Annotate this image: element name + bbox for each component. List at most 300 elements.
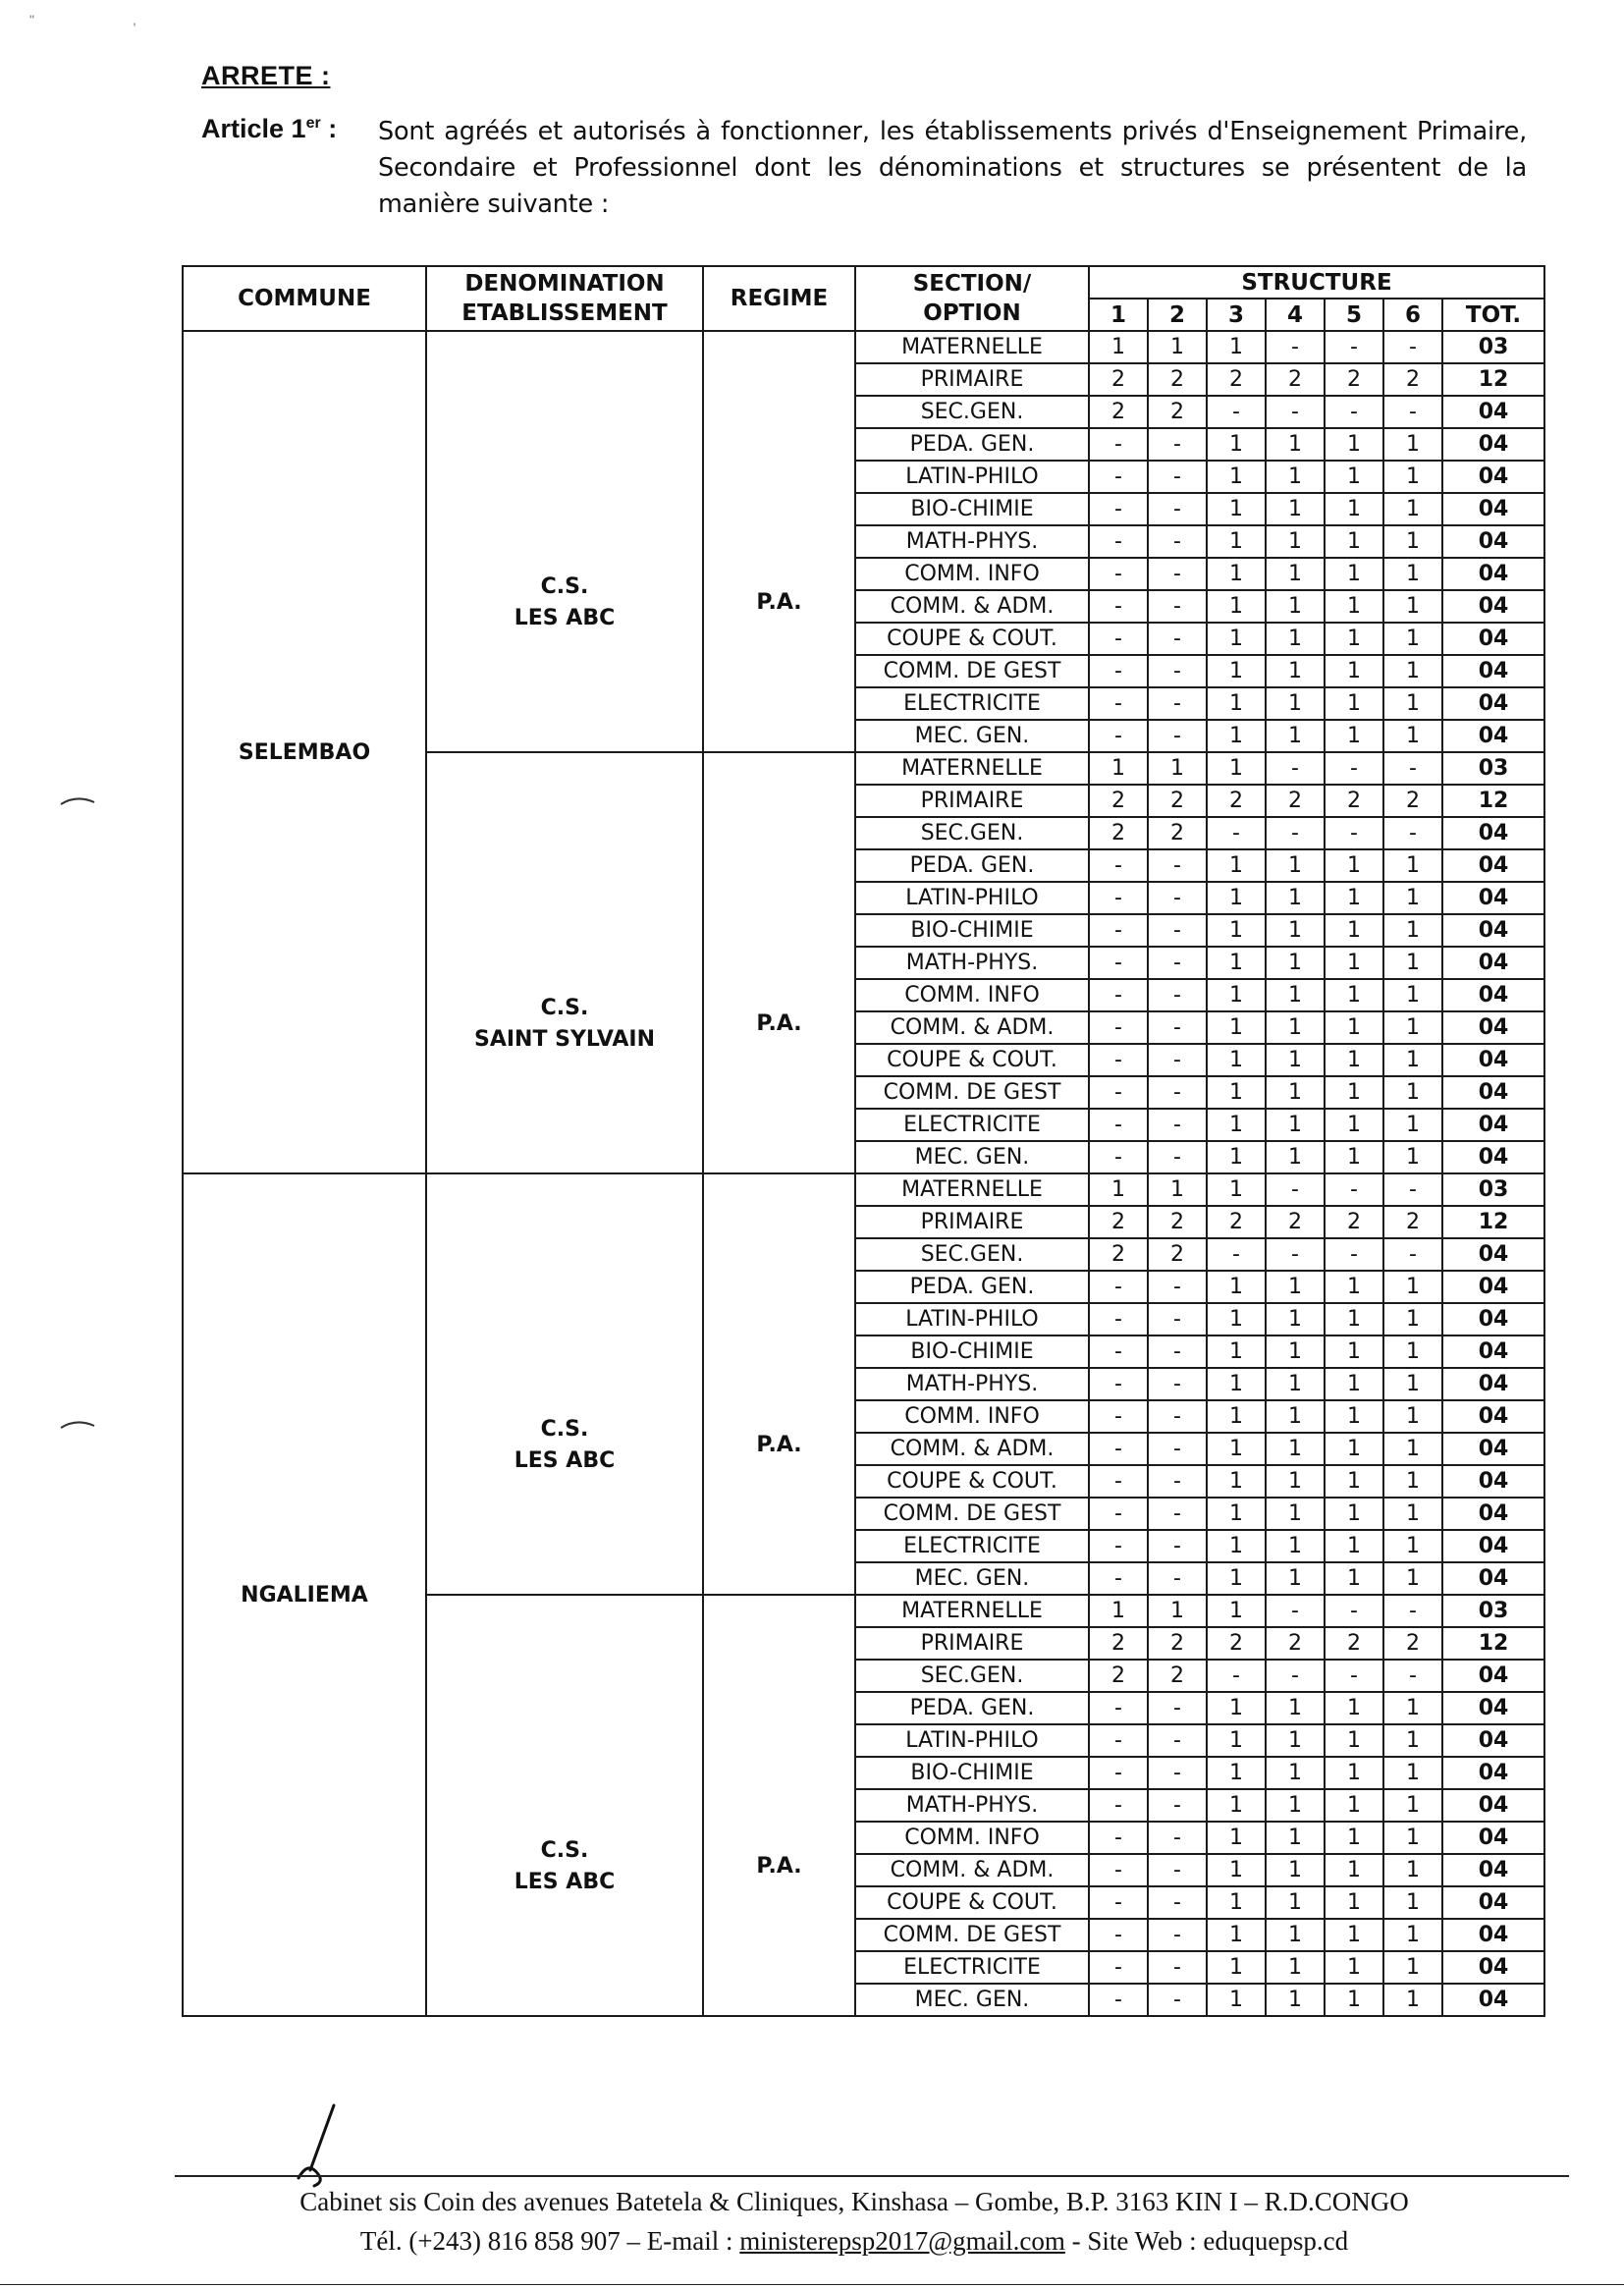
year-3-cell: 1 bbox=[1207, 655, 1266, 687]
section-cell: COMM. INFO bbox=[855, 558, 1089, 590]
header-section: SECTION/ OPTION bbox=[855, 266, 1089, 331]
year-1-cell: - bbox=[1089, 914, 1148, 947]
year-4-cell: 1 bbox=[1266, 1854, 1325, 1886]
year-6-cell: 1 bbox=[1383, 1335, 1442, 1368]
year-3-cell: 1 bbox=[1207, 1886, 1266, 1919]
total-cell: 12 bbox=[1442, 1206, 1544, 1238]
year-5-cell: 2 bbox=[1325, 1206, 1383, 1238]
year-3-cell: 1 bbox=[1207, 1173, 1266, 1206]
total-cell: 04 bbox=[1442, 1919, 1544, 1951]
year-3-cell: 1 bbox=[1207, 687, 1266, 720]
total-cell: 12 bbox=[1442, 363, 1544, 396]
year-4-cell: 1 bbox=[1266, 1271, 1325, 1303]
establishment-cell: C.S. LES ABC bbox=[426, 331, 703, 752]
year-4-cell: 2 bbox=[1266, 363, 1325, 396]
section-cell: PEDA. GEN. bbox=[855, 849, 1089, 882]
year-3-cell: 1 bbox=[1207, 1368, 1266, 1400]
year-6-cell: 1 bbox=[1383, 1822, 1442, 1854]
year-3-cell: 2 bbox=[1207, 363, 1266, 396]
section-cell: COMM. INFO bbox=[855, 979, 1089, 1011]
year-4-cell: 1 bbox=[1266, 1757, 1325, 1789]
total-cell: 04 bbox=[1442, 1011, 1544, 1044]
year-2-cell: - bbox=[1148, 1433, 1207, 1465]
scan-artifacts: " , bbox=[29, 12, 136, 27]
year-3-cell: 1 bbox=[1207, 979, 1266, 1011]
year-5-cell: 1 bbox=[1325, 1141, 1383, 1173]
year-3-cell: 1 bbox=[1207, 428, 1266, 461]
year-4-cell: 2 bbox=[1266, 1627, 1325, 1660]
year-4-cell: 1 bbox=[1266, 1562, 1325, 1595]
year-4-cell: - bbox=[1266, 1660, 1325, 1692]
year-4-cell: 1 bbox=[1266, 428, 1325, 461]
section-cell: COMM. DE GEST bbox=[855, 1919, 1089, 1951]
year-5-cell: 1 bbox=[1325, 979, 1383, 1011]
year-3-cell: 1 bbox=[1207, 1109, 1266, 1141]
year-5-cell: 1 bbox=[1325, 655, 1383, 687]
year-4-cell: - bbox=[1266, 817, 1325, 849]
year-4-cell: 1 bbox=[1266, 1465, 1325, 1498]
year-5-cell: - bbox=[1325, 752, 1383, 785]
year-1-cell: 2 bbox=[1089, 396, 1148, 428]
year-1-cell: 1 bbox=[1089, 752, 1148, 785]
year-4-cell: - bbox=[1266, 396, 1325, 428]
footer-address: Cabinet sis Coin des avenues Batetela & Cliniques, Kinshasa – Gombe, B.P. 3163 KIN I – R.D.CONGO bbox=[299, 2187, 1409, 2216]
section-cell: ELECTRICITE bbox=[855, 1109, 1089, 1141]
year-2-cell: - bbox=[1148, 1562, 1207, 1595]
section-cell: BIO-CHIMIE bbox=[855, 914, 1089, 947]
year-1-cell: - bbox=[1089, 1044, 1148, 1076]
year-6-cell: 1 bbox=[1383, 1789, 1442, 1822]
year-6-cell: 1 bbox=[1383, 1368, 1442, 1400]
year-5-cell: 1 bbox=[1325, 849, 1383, 882]
year-4-cell: 1 bbox=[1266, 493, 1325, 525]
section-cell: MEC. GEN. bbox=[855, 1984, 1089, 2016]
section-cell: COMM. & ADM. bbox=[855, 590, 1089, 623]
year-3-cell: 1 bbox=[1207, 1984, 1266, 2016]
year-1-cell: - bbox=[1089, 1335, 1148, 1368]
year-6-cell: 1 bbox=[1383, 1562, 1442, 1595]
year-6-cell: 1 bbox=[1383, 1498, 1442, 1530]
table-row bbox=[183, 331, 1544, 363]
year-6-cell: 1 bbox=[1383, 1400, 1442, 1433]
year-2-cell: - bbox=[1148, 1465, 1207, 1498]
total-cell: 04 bbox=[1442, 1854, 1544, 1886]
total-cell: 03 bbox=[1442, 1173, 1544, 1206]
structure-table bbox=[182, 265, 1545, 2017]
year-6-cell: 1 bbox=[1383, 849, 1442, 882]
year-5-cell: 1 bbox=[1325, 590, 1383, 623]
year-4-cell: 1 bbox=[1266, 623, 1325, 655]
year-6-cell: 1 bbox=[1383, 1011, 1442, 1044]
year-4-cell: 1 bbox=[1266, 558, 1325, 590]
year-1-cell: - bbox=[1089, 1724, 1148, 1757]
year-3-cell: 1 bbox=[1207, 947, 1266, 979]
year-4-cell: 1 bbox=[1266, 1692, 1325, 1724]
year-4-cell: - bbox=[1266, 1595, 1325, 1627]
year-2-cell: - bbox=[1148, 1011, 1207, 1044]
total-cell: 04 bbox=[1442, 623, 1544, 655]
total-cell: 04 bbox=[1442, 1433, 1544, 1465]
year-5-cell: - bbox=[1325, 396, 1383, 428]
year-1-cell: - bbox=[1089, 1886, 1148, 1919]
total-cell: 04 bbox=[1442, 1757, 1544, 1789]
total-cell: 04 bbox=[1442, 493, 1544, 525]
year-2-cell: 1 bbox=[1148, 331, 1207, 363]
year-3-cell: - bbox=[1207, 1660, 1266, 1692]
year-5-cell: 1 bbox=[1325, 1692, 1383, 1724]
section-cell: PEDA. GEN. bbox=[855, 1271, 1089, 1303]
year-6-cell: 2 bbox=[1383, 1627, 1442, 1660]
year-3-cell: 1 bbox=[1207, 1692, 1266, 1724]
year-2-cell: - bbox=[1148, 428, 1207, 461]
year-4-cell: 1 bbox=[1266, 882, 1325, 914]
year-6-cell: 1 bbox=[1383, 558, 1442, 590]
total-cell: 04 bbox=[1442, 1660, 1544, 1692]
total-cell: 04 bbox=[1442, 525, 1544, 558]
section-cell: MATERNELLE bbox=[855, 1595, 1089, 1627]
year-3-cell: 1 bbox=[1207, 1433, 1266, 1465]
year-3-cell: 1 bbox=[1207, 1400, 1266, 1433]
year-5-cell: 1 bbox=[1325, 1854, 1383, 1886]
section-cell: COMM. DE GEST bbox=[855, 1498, 1089, 1530]
section-cell: COUPE & COUT. bbox=[855, 1044, 1089, 1076]
year-5-cell: 1 bbox=[1325, 1886, 1383, 1919]
year-3-cell: 1 bbox=[1207, 623, 1266, 655]
year-6-cell: 1 bbox=[1383, 461, 1442, 493]
year-3-cell: 1 bbox=[1207, 849, 1266, 882]
year-2-cell: - bbox=[1148, 1984, 1207, 2016]
section-cell: ELECTRICITE bbox=[855, 687, 1089, 720]
year-6-cell: - bbox=[1383, 817, 1442, 849]
regime-cell: P.A. bbox=[703, 1173, 855, 1595]
header-year-3: 3 bbox=[1207, 299, 1266, 331]
year-4-cell: 1 bbox=[1266, 1141, 1325, 1173]
total-cell: 04 bbox=[1442, 1109, 1544, 1141]
total-cell: 04 bbox=[1442, 1951, 1544, 1984]
year-2-cell: - bbox=[1148, 558, 1207, 590]
section-cell: MATH-PHYS. bbox=[855, 947, 1089, 979]
year-3-cell: 1 bbox=[1207, 882, 1266, 914]
year-2-cell: - bbox=[1148, 493, 1207, 525]
year-3-cell: 1 bbox=[1207, 1854, 1266, 1886]
section-cell: COMM. DE GEST bbox=[855, 1076, 1089, 1109]
year-1-cell: - bbox=[1089, 558, 1148, 590]
header-year-5: 5 bbox=[1325, 299, 1383, 331]
total-cell: 04 bbox=[1442, 1465, 1544, 1498]
year-2-cell: - bbox=[1148, 882, 1207, 914]
year-5-cell: 1 bbox=[1325, 720, 1383, 752]
page-bottom-rule bbox=[0, 2284, 1624, 2285]
year-5-cell: 1 bbox=[1325, 558, 1383, 590]
year-1-cell: - bbox=[1089, 1141, 1148, 1173]
year-5-cell: 1 bbox=[1325, 882, 1383, 914]
year-4-cell: 1 bbox=[1266, 1530, 1325, 1562]
total-cell: 04 bbox=[1442, 655, 1544, 687]
year-3-cell: 1 bbox=[1207, 752, 1266, 785]
year-2-cell: - bbox=[1148, 1789, 1207, 1822]
year-1-cell: - bbox=[1089, 882, 1148, 914]
year-6-cell: 1 bbox=[1383, 1303, 1442, 1335]
year-4-cell: - bbox=[1266, 752, 1325, 785]
total-cell: 04 bbox=[1442, 1076, 1544, 1109]
year-4-cell: 1 bbox=[1266, 1498, 1325, 1530]
header-denomination: DENOMINATION ETABLISSEMENT bbox=[426, 266, 703, 331]
section-cell: BIO-CHIMIE bbox=[855, 1335, 1089, 1368]
section-cell: MEC. GEN. bbox=[855, 1141, 1089, 1173]
total-cell: 04 bbox=[1442, 1238, 1544, 1271]
section-cell: COMM. & ADM. bbox=[855, 1433, 1089, 1465]
year-6-cell: 1 bbox=[1383, 979, 1442, 1011]
year-6-cell: - bbox=[1383, 1660, 1442, 1692]
year-6-cell: 1 bbox=[1383, 1886, 1442, 1919]
year-1-cell: 2 bbox=[1089, 363, 1148, 396]
year-3-cell: 2 bbox=[1207, 1627, 1266, 1660]
year-6-cell: 2 bbox=[1383, 1206, 1442, 1238]
year-6-cell: - bbox=[1383, 1595, 1442, 1627]
total-cell: 03 bbox=[1442, 1595, 1544, 1627]
total-cell: 04 bbox=[1442, 1368, 1544, 1400]
year-4-cell: 1 bbox=[1266, 1109, 1325, 1141]
year-5-cell: - bbox=[1325, 1173, 1383, 1206]
section-cell: MEC. GEN. bbox=[855, 1562, 1089, 1595]
year-5-cell: 1 bbox=[1325, 1757, 1383, 1789]
year-2-cell: 2 bbox=[1148, 1206, 1207, 1238]
section-cell: COMM. & ADM. bbox=[855, 1854, 1089, 1886]
total-cell: 04 bbox=[1442, 1886, 1544, 1919]
table-row bbox=[183, 1173, 1544, 1206]
total-cell: 04 bbox=[1442, 817, 1544, 849]
year-3-cell: 1 bbox=[1207, 1530, 1266, 1562]
section-cell: PEDA. GEN. bbox=[855, 1692, 1089, 1724]
year-4-cell: 1 bbox=[1266, 1044, 1325, 1076]
year-3-cell: 1 bbox=[1207, 558, 1266, 590]
year-2-cell: 2 bbox=[1148, 785, 1207, 817]
year-5-cell: 1 bbox=[1325, 1562, 1383, 1595]
year-2-cell: - bbox=[1148, 1271, 1207, 1303]
section-cell: ELECTRICITE bbox=[855, 1951, 1089, 1984]
total-cell: 04 bbox=[1442, 1400, 1544, 1433]
year-6-cell: 1 bbox=[1383, 1465, 1442, 1498]
section-cell: MEC. GEN. bbox=[855, 720, 1089, 752]
section-cell: ELECTRICITE bbox=[855, 1530, 1089, 1562]
year-2-cell: - bbox=[1148, 849, 1207, 882]
year-6-cell: 1 bbox=[1383, 655, 1442, 687]
year-2-cell: - bbox=[1148, 1822, 1207, 1854]
year-3-cell: 2 bbox=[1207, 785, 1266, 817]
year-3-cell: - bbox=[1207, 396, 1266, 428]
total-cell: 04 bbox=[1442, 1271, 1544, 1303]
year-5-cell: - bbox=[1325, 817, 1383, 849]
year-4-cell: 1 bbox=[1266, 1886, 1325, 1919]
year-2-cell: - bbox=[1148, 461, 1207, 493]
year-2-cell: 2 bbox=[1148, 363, 1207, 396]
total-cell: 04 bbox=[1442, 1498, 1544, 1530]
year-1-cell: 2 bbox=[1089, 1660, 1148, 1692]
year-6-cell: 1 bbox=[1383, 1854, 1442, 1886]
year-2-cell: 2 bbox=[1148, 1238, 1207, 1271]
year-1-cell: - bbox=[1089, 849, 1148, 882]
year-6-cell: 1 bbox=[1383, 1433, 1442, 1465]
header-year-2: 2 bbox=[1148, 299, 1207, 331]
total-cell: 04 bbox=[1442, 428, 1544, 461]
year-5-cell: 1 bbox=[1325, 1400, 1383, 1433]
year-2-cell: - bbox=[1148, 623, 1207, 655]
year-3-cell: 1 bbox=[1207, 1595, 1266, 1627]
year-6-cell: 2 bbox=[1383, 363, 1442, 396]
section-cell: PRIMAIRE bbox=[855, 1206, 1089, 1238]
year-2-cell: - bbox=[1148, 1919, 1207, 1951]
year-6-cell: - bbox=[1383, 752, 1442, 785]
year-5-cell: 2 bbox=[1325, 363, 1383, 396]
year-2-cell: - bbox=[1148, 1854, 1207, 1886]
year-1-cell: - bbox=[1089, 1757, 1148, 1789]
year-1-cell: 1 bbox=[1089, 1173, 1148, 1206]
year-5-cell: 1 bbox=[1325, 428, 1383, 461]
section-cell: BIO-CHIMIE bbox=[855, 1757, 1089, 1789]
header-year-6: 6 bbox=[1383, 299, 1442, 331]
year-2-cell: 1 bbox=[1148, 752, 1207, 785]
year-5-cell: 1 bbox=[1325, 1011, 1383, 1044]
year-2-cell: 1 bbox=[1148, 1595, 1207, 1627]
section-cell: MATERNELLE bbox=[855, 1173, 1089, 1206]
year-4-cell: 1 bbox=[1266, 849, 1325, 882]
year-3-cell: 2 bbox=[1207, 1206, 1266, 1238]
year-1-cell: - bbox=[1089, 623, 1148, 655]
year-4-cell: 1 bbox=[1266, 1951, 1325, 1984]
total-cell: 04 bbox=[1442, 914, 1544, 947]
section-cell: COUPE & COUT. bbox=[855, 623, 1089, 655]
year-6-cell: 1 bbox=[1383, 1141, 1442, 1173]
total-cell: 04 bbox=[1442, 1303, 1544, 1335]
year-2-cell: - bbox=[1148, 1303, 1207, 1335]
commune-cell: SELEMBAO bbox=[183, 331, 426, 1173]
year-4-cell: 1 bbox=[1266, 1011, 1325, 1044]
year-6-cell: 1 bbox=[1383, 525, 1442, 558]
year-2-cell: 2 bbox=[1148, 817, 1207, 849]
year-1-cell: - bbox=[1089, 1562, 1148, 1595]
footer-rule bbox=[175, 2175, 1569, 2177]
year-6-cell: 1 bbox=[1383, 947, 1442, 979]
year-1-cell: 1 bbox=[1089, 331, 1148, 363]
year-6-cell: 1 bbox=[1383, 687, 1442, 720]
year-4-cell: 1 bbox=[1266, 687, 1325, 720]
year-5-cell: 1 bbox=[1325, 1789, 1383, 1822]
year-2-cell: - bbox=[1148, 1368, 1207, 1400]
commune-cell: NGALIEMA bbox=[183, 1173, 426, 2016]
total-cell: 04 bbox=[1442, 1822, 1544, 1854]
year-6-cell: 1 bbox=[1383, 1109, 1442, 1141]
footer-contact: Tél. (+243) 816 858 907 – E-mail : ministerepsp2017@gmail.com - Site Web : eduquepsp.cd bbox=[359, 2226, 1349, 2256]
year-4-cell: - bbox=[1266, 331, 1325, 363]
margin-tick-mark bbox=[59, 790, 98, 810]
year-3-cell: 1 bbox=[1207, 1335, 1266, 1368]
year-3-cell: 1 bbox=[1207, 1562, 1266, 1595]
year-3-cell: 1 bbox=[1207, 493, 1266, 525]
year-6-cell: 1 bbox=[1383, 623, 1442, 655]
year-1-cell: - bbox=[1089, 1465, 1148, 1498]
year-1-cell: - bbox=[1089, 1692, 1148, 1724]
year-4-cell: 1 bbox=[1266, 1076, 1325, 1109]
year-6-cell: - bbox=[1383, 1173, 1442, 1206]
year-1-cell: - bbox=[1089, 428, 1148, 461]
year-1-cell: - bbox=[1089, 461, 1148, 493]
year-6-cell: 1 bbox=[1383, 1530, 1442, 1562]
year-5-cell: 2 bbox=[1325, 785, 1383, 817]
section-cell: LATIN-PHILO bbox=[855, 1303, 1089, 1335]
total-cell: 04 bbox=[1442, 1562, 1544, 1595]
year-1-cell: - bbox=[1089, 1076, 1148, 1109]
year-3-cell: 1 bbox=[1207, 1919, 1266, 1951]
year-3-cell: 1 bbox=[1207, 1011, 1266, 1044]
year-4-cell: 1 bbox=[1266, 979, 1325, 1011]
establishment-cell: C.S. LES ABC bbox=[426, 1595, 703, 2016]
year-6-cell: 1 bbox=[1383, 428, 1442, 461]
year-1-cell: - bbox=[1089, 1951, 1148, 1984]
year-2-cell: - bbox=[1148, 1530, 1207, 1562]
year-5-cell: - bbox=[1325, 1660, 1383, 1692]
year-2-cell: - bbox=[1148, 525, 1207, 558]
year-1-cell: - bbox=[1089, 979, 1148, 1011]
year-5-cell: 1 bbox=[1325, 493, 1383, 525]
section-cell: COMM. DE GEST bbox=[855, 655, 1089, 687]
year-5-cell: 1 bbox=[1325, 1368, 1383, 1400]
section-cell: COMM. & ADM. bbox=[855, 1011, 1089, 1044]
year-1-cell: - bbox=[1089, 1303, 1148, 1335]
year-6-cell: 1 bbox=[1383, 1757, 1442, 1789]
year-4-cell: 1 bbox=[1266, 655, 1325, 687]
year-1-cell: - bbox=[1089, 1854, 1148, 1886]
year-6-cell: 1 bbox=[1383, 882, 1442, 914]
ministry-footer bbox=[196, 2182, 1512, 2261]
year-1-cell: - bbox=[1089, 1011, 1148, 1044]
year-5-cell: 1 bbox=[1325, 1951, 1383, 1984]
year-5-cell: 1 bbox=[1325, 1076, 1383, 1109]
year-2-cell: 2 bbox=[1148, 1627, 1207, 1660]
total-cell: 04 bbox=[1442, 1789, 1544, 1822]
year-5-cell: 1 bbox=[1325, 461, 1383, 493]
year-3-cell: 1 bbox=[1207, 1141, 1266, 1173]
year-3-cell: 1 bbox=[1207, 1498, 1266, 1530]
structure-table-body bbox=[183, 331, 1544, 2016]
year-3-cell: 1 bbox=[1207, 720, 1266, 752]
total-cell: 04 bbox=[1442, 882, 1544, 914]
year-4-cell: 2 bbox=[1266, 1206, 1325, 1238]
year-2-cell: - bbox=[1148, 1757, 1207, 1789]
year-6-cell: 1 bbox=[1383, 914, 1442, 947]
year-1-cell: 1 bbox=[1089, 1595, 1148, 1627]
total-cell: 04 bbox=[1442, 1141, 1544, 1173]
total-cell: 04 bbox=[1442, 396, 1544, 428]
regime-cell: P.A. bbox=[703, 752, 855, 1173]
year-6-cell: 1 bbox=[1383, 1692, 1442, 1724]
year-5-cell: 1 bbox=[1325, 1530, 1383, 1562]
year-4-cell: 1 bbox=[1266, 720, 1325, 752]
year-1-cell: - bbox=[1089, 1789, 1148, 1822]
year-3-cell: 1 bbox=[1207, 1303, 1266, 1335]
total-cell: 03 bbox=[1442, 752, 1544, 785]
header-regime: REGIME bbox=[703, 266, 855, 331]
year-4-cell: 1 bbox=[1266, 1368, 1325, 1400]
section-cell: BIO-CHIMIE bbox=[855, 493, 1089, 525]
year-4-cell: - bbox=[1266, 1238, 1325, 1271]
section-cell: COUPE & COUT. bbox=[855, 1465, 1089, 1498]
year-3-cell: - bbox=[1207, 1238, 1266, 1271]
year-2-cell: - bbox=[1148, 1951, 1207, 1984]
year-6-cell: 1 bbox=[1383, 1919, 1442, 1951]
year-6-cell: 1 bbox=[1383, 1951, 1442, 1984]
year-6-cell: 1 bbox=[1383, 1724, 1442, 1757]
year-1-cell: - bbox=[1089, 1368, 1148, 1400]
